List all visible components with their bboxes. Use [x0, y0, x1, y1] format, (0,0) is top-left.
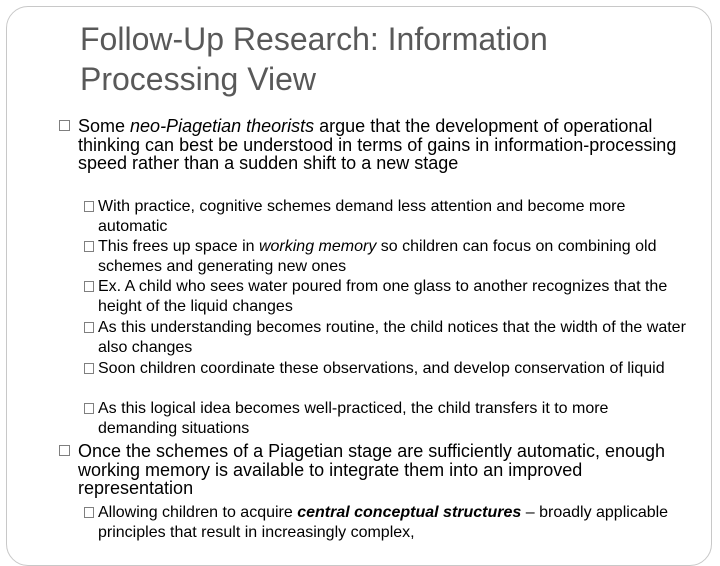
bullet-neo-piagetian: Some neo-Piagetian theorists argue that the development of operational thinking can best be understood in terms of gains in information-processing speed rather than a sudden shift to a new stage	[78, 117, 678, 173]
slide-title: Follow-Up Research: Information Processing View	[80, 21, 548, 97]
square-bullet-icon	[59, 120, 70, 131]
square-bullet-icon	[84, 241, 94, 252]
term-working-memory: working memory	[258, 238, 377, 255]
sub-bullet-routine: As this understanding becomes routine, the child notices that the width of the water also changes	[98, 318, 688, 357]
term-neo-piagetian: neo-Piagetian theorists	[130, 116, 315, 136]
sub-bullet-central-structures: Allowing children to acquire central conceptual structures – broadly applicable principles that result in increasingly complex,	[98, 503, 688, 542]
square-bullet-icon	[84, 403, 94, 414]
square-bullet-icon	[84, 201, 94, 212]
square-bullet-icon	[84, 281, 94, 292]
sub-bullet-coordinate: Soon children coordinate these observations, and develop conservation of liquid	[98, 359, 688, 379]
square-bullet-icon	[84, 363, 94, 374]
sub-bullet-transfer: As this logical idea becomes well-practiced, the child transfers it to more demanding situations	[98, 399, 688, 438]
sub-bullet-example: Ex. A child who sees water poured from one glass to another recognizes that the height of the liquid changes	[98, 277, 688, 316]
square-bullet-icon	[84, 507, 94, 518]
square-bullet-icon	[84, 322, 94, 333]
sub-bullet-practice: With practice, cognitive schemes demand less attention and become more automatic	[98, 197, 688, 236]
square-bullet-icon	[59, 445, 70, 456]
term-central-conceptual-structures: central conceptual structures	[297, 504, 522, 521]
bullet-schemes-automatic: Once the schemes of a Piagetian stage are sufficiently automatic, enough working memory is available to integrate them into an improved representation	[78, 442, 678, 498]
sub-bullet-working-memory: This frees up space in working memory so children can focus on combining old schemes and generating new ones	[98, 237, 688, 276]
